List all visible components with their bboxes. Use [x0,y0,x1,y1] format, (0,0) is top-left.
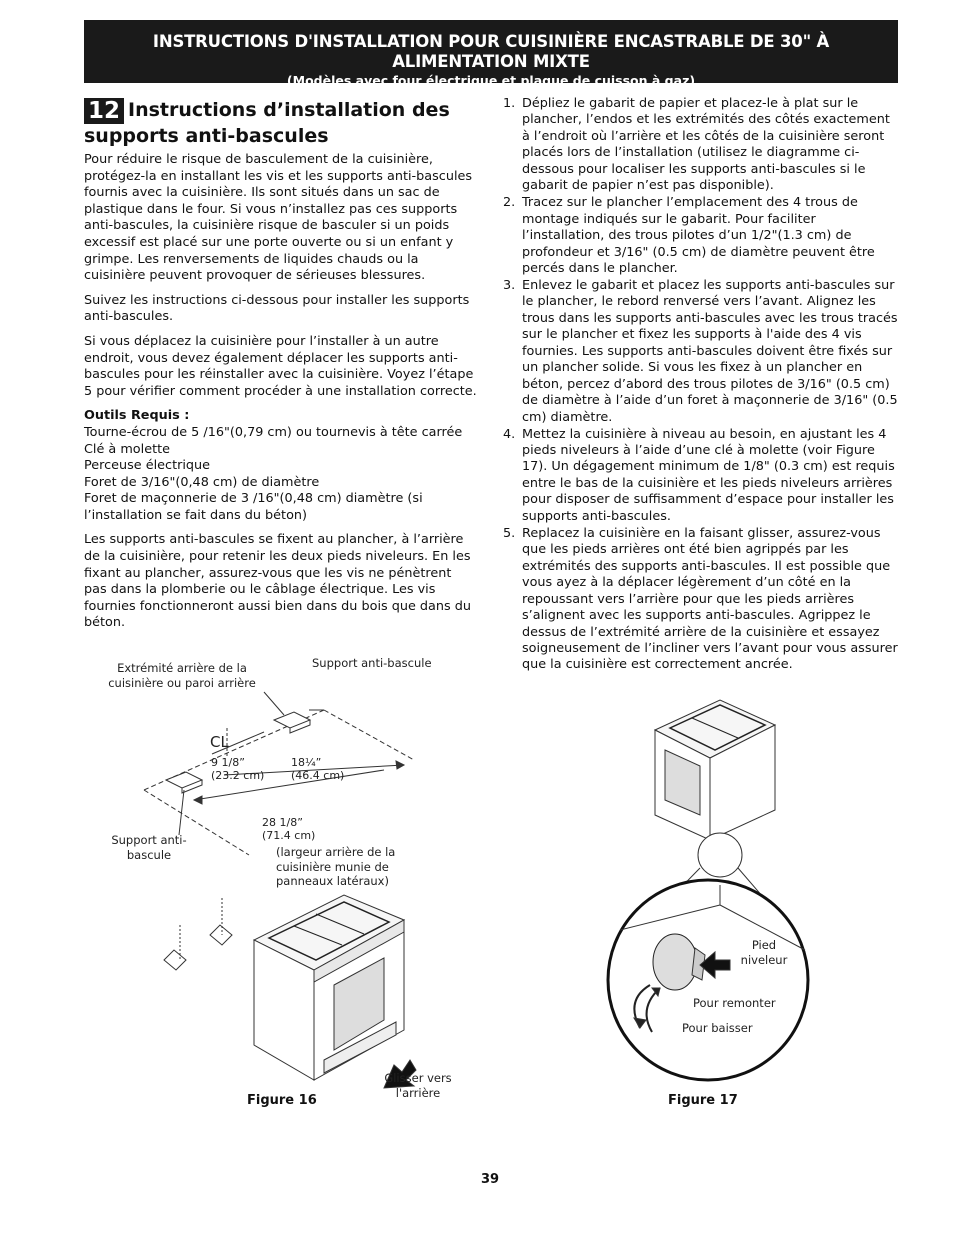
figure-16-caption: Figure 16 [247,1093,317,1108]
figure-17 [580,690,910,1120]
label-leveling-foot: Pied niveleur [740,938,788,967]
step-number: 2. [503,195,516,211]
step-number: 3. [503,277,516,293]
relocate-paragraph: Si vous déplacez la cuisinière pour l’installer à un autre endroit, vous devez également déplacer les supports anti-bascules pour les réinstaller avec la cuisinière. Voyez l’étape 5 pour vérifier comment procéder à une installation correcte. [84,333,477,399]
step-text: Enlevez le gabarit et placez les supports anti-bascules sur le plancher, le rebord renversé vers l’avant. Alignez les trous dans les supports anti-bascules avec les trous tracés sur le plancher et fixez les supports à l'aide des 4 vis fournies. Les supports anti-bascules doivent être fixés sur un plancher solide. Si vous les fixez à un plancher en béton, percez d’abord des trous pilotes de 3/16" (0.5 cm) de diamètre à l’aide d’un foret à maçonnerie de 3/16" (0.5 cm) diamètre. [522,277,898,425]
figure-16 [84,640,504,1120]
tool-item: Foret de maçonnerie de 3 /16"(0,48 cm) diamètre (si l’installation se fait dans du béton) [84,491,423,523]
brackets-paragraph: Les supports anti-bascules se fixent au plancher, à l’arrière de la cuisinière, pour retenir les deux pieds niveleurs. En les fixant au plancher, assurez-vous que les vis ne pénètrent pas dans la plomberie ou le câblage électrique. Les vis fournies fonctionneront aussi bien dans du bois que dans du béton. [84,532,471,631]
dim-28-1-8: 28 1/8” (71.4 cm) [262,816,316,842]
tools-list [84,425,478,525]
label-support-left: Support anti-bascule [111,833,187,862]
left-column [84,152,478,640]
label-cl: CL [210,733,229,751]
dim-9-1-8: 9 1/8” (23.2 cm) [211,756,265,782]
header-title: INSTRUCTIONS D'INSTALLATION POUR CUISINIÈRE ENCASTRABLE DE 30" À ALIMENTATION MIXTE [152,32,830,71]
header-subtitle: (Modèles avec four électrique et plaque de cuisson à gaz) [286,73,696,88]
header-banner [84,20,898,88]
step-item [503,195,899,277]
step-number: 5. [503,525,516,541]
figure-17-caption: Figure 17 [668,1093,738,1108]
figure-17-drawing [580,690,910,1120]
tool-item: Clé à molette [84,441,170,457]
label-slide-back: Glisser vers l'arrière [384,1071,452,1100]
step-text: Dépliez le gabarit de papier et placez-le à plat sur le plancher, l’endos et les extrémités des côtés exactement à l’endroit où l’arrière et les côtés de la cuisinière seront placés lors de l’installation (utilisez le diagramme ci-dessous pour localiser les supports anti-bascules si le gabarit de papier n’est pas disponible). [522,96,890,194]
dim-18-1-4: 18¼” (46.4 cm) [291,756,345,782]
step-item [503,526,899,674]
step-text: Replacez la cuisinière en la faisant glisser, assurez-vous que les pieds arrières ont été bien agrippés par les extrémités des supports anti-bascules. Il est possible que vous ayez à la déplacer légèrement d’un côté en la repoussant vers l’arrière pour que les pieds arrières s’alignent avec les supports anti-bascules. Agrippez le dessus de l’extrémité arrière de la cuisinière et essayez soigneusement de l’incliner vers l’avant pour vous assurer que la cuisinière est correctement ancrée. [522,525,898,673]
intro-paragraph: Pour réduire le risque de basculement de la cuisinière, protégez-la en installant les vis et les supports anti-bascules fournis avec la cuisinière. Ils sont situés dans un sac de plastique dans le four. Si vous n’installez pas ces supports anti-bascules, la cuisinière risque de basculer si un poids excessif est placé sur une porte ouverte ou si un enfant y grimpe. Les renversements de liquides chauds ou la cuisinière peuvent provoquer de sérieuses blessures. [84,152,473,284]
label-rear-end: Extrémité arrière de la cuisinière ou paroi arrière [108,661,256,690]
section-title-line2: supports anti-bascules [84,125,329,147]
step-text: Mettez la cuisinière à niveau au besoin, en ajustant les 4 pieds niveleurs à l’aide d’une clé à molette (voir Figure 17). Un dégagement minimum de 1/8" (0.3 cm) est requis entre le bas de la cuisinière et les pieds niveleurs arrières pour disposer de suffisamment d’espace pour installer les supports anti-bascules. [522,426,895,524]
right-column-steps [503,96,899,674]
label-support-top: Support anti-bascule [312,656,432,670]
dim-28-note: (largeur arrière de la cuisinière munie de panneaux latéraux) [276,845,396,888]
tool-item: Perceuse électrique [84,458,211,474]
section-number-badge: 12 [84,98,124,124]
page-number: 39 [480,1172,500,1187]
tool-item: Foret de 3/16"(0,48 cm) de diamètre [84,474,320,490]
step-number: 1. [503,96,516,111]
section-heading [84,98,484,148]
tools-title: Outils Requis : [84,408,190,424]
step-item [503,278,899,426]
label-lower: Pour baisser [682,1021,753,1035]
step-item [503,96,899,195]
follow-paragraph: Suivez les instructions ci-dessous pour installer les supports anti-bascules. [84,292,470,325]
step-item [503,427,899,526]
section-title [84,98,484,148]
tool-item: Tourne-écrou de 5 /16"(0,79 cm) ou tournevis à tête carrée [84,424,463,440]
step-text: Tracez sur le plancher l’emplacement des 4 trous de montage indiqués sur le gabarit. Pour faciliter l’installation, des trous pilotes d’un 1/2"(1.3 cm) de profondeur et 3/16" (0.5 cm) de diamètre peuvent être percés dans le plancher. [522,195,875,277]
label-raise: Pour remonter [693,996,776,1010]
step-number: 4. [503,426,516,442]
section-title-line1: Instructions d’installation des [128,99,450,121]
